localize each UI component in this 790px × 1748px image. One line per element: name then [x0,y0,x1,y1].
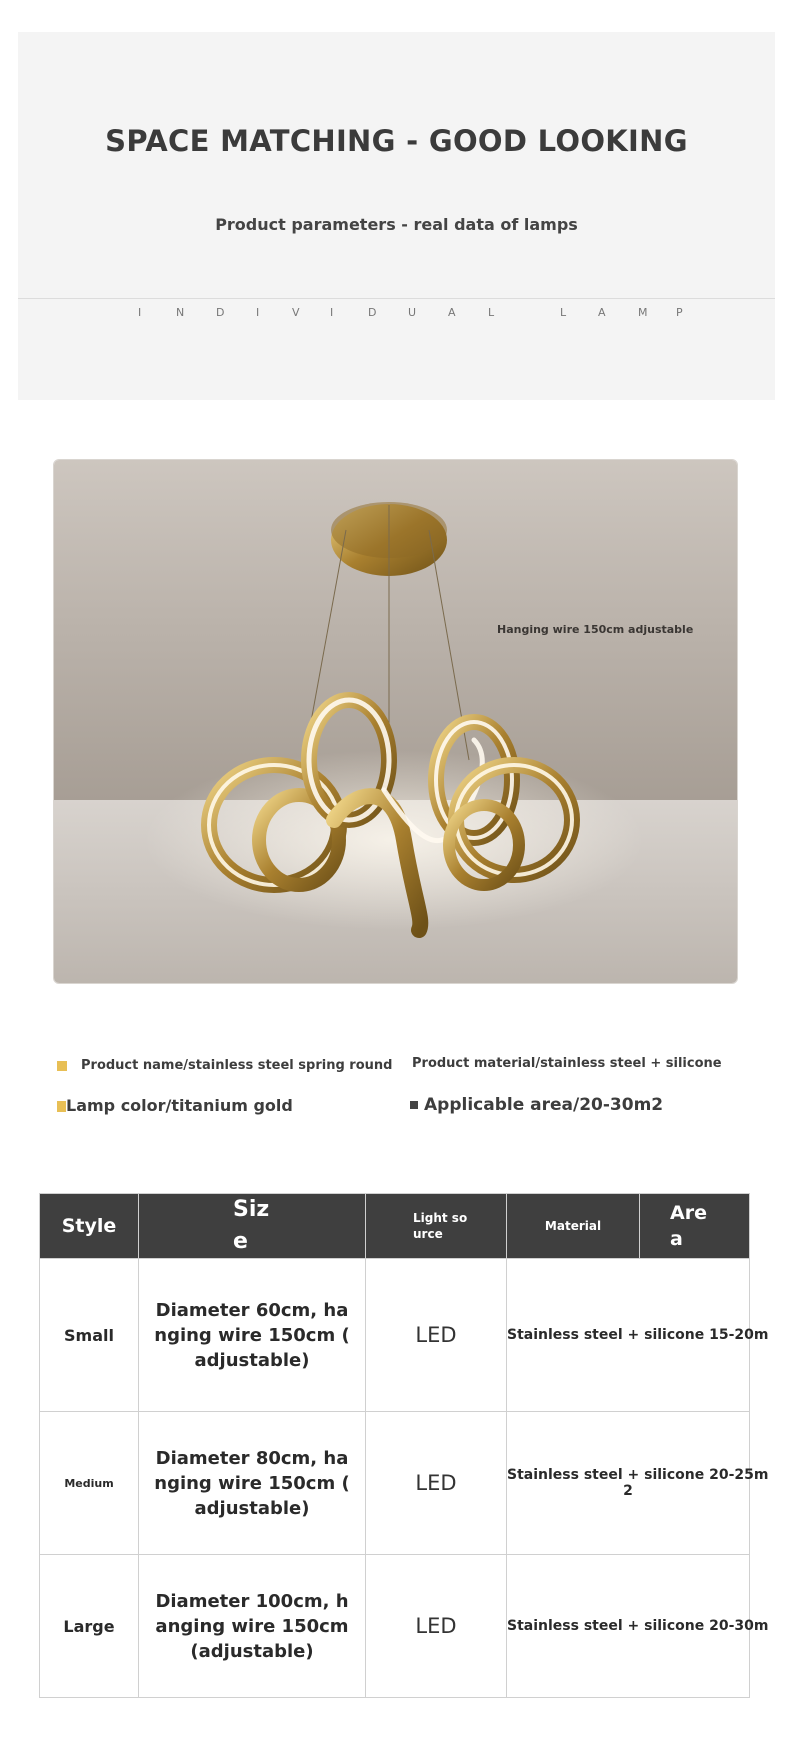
letter: I [256,306,260,319]
individual-lamp-letters [118,306,698,326]
cell-style: Large [40,1555,139,1698]
spec-lamp-color: Lamp color/titanium gold [57,1096,293,1115]
col-header-area: Are a [640,1194,750,1259]
col-header-light-source: Light so urce [366,1194,507,1259]
letter: V [292,306,300,319]
gold-bullet-icon [57,1101,66,1112]
letter: D [368,306,377,319]
parameters-table [39,1193,769,1698]
chandelier-illustration [54,460,737,983]
letter: M [638,306,648,319]
gold-bullet-icon [57,1061,67,1071]
cell-material-area: Stainless steel + silicone 20-30m [507,1555,750,1698]
page-subtitle: Product parameters - real data of lamps [215,215,578,234]
letter: P [676,306,683,319]
table-row [40,1555,750,1698]
cell-light-source: LED [366,1555,507,1698]
letter: I [138,306,142,319]
cell-style: Small [40,1259,139,1412]
square-bullet-icon [410,1101,418,1109]
table-header-row [40,1194,750,1259]
table-row [40,1259,750,1412]
letter: L [488,306,495,319]
cell-material-area: Stainless steel + silicone 20-25m 2 [507,1412,750,1555]
col-header-material: Material [507,1194,640,1259]
cell-size: Diameter 100cm, h anging wire 150cm (adjustable) [139,1555,366,1698]
table-row [40,1412,750,1555]
hanging-wire-caption: Hanging wire 150cm adjustable [497,623,694,636]
col-header-size: Siz e [139,1194,366,1259]
header-divider [18,298,775,299]
product-photo [53,459,738,984]
letter: N [176,306,185,319]
letter: A [598,306,606,319]
cell-light-source: LED [366,1259,507,1412]
col-header-style: Style [40,1194,139,1259]
spec-product-name: Product name/stainless steel spring round [57,1058,392,1073]
letter: A [448,306,456,319]
header-banner [18,32,775,400]
letter: D [216,306,225,319]
spec-product-material: Product material/stainless steel + silicone [412,1056,722,1071]
cell-style: Medium [40,1412,139,1555]
letter: I [330,306,334,319]
cell-size: Diameter 60cm, ha nging wire 150cm ( adjustable) [139,1259,366,1412]
cell-light-source: LED [366,1412,507,1555]
letter: L [560,306,567,319]
cell-size: Diameter 80cm, ha nging wire 150cm ( adjustable) [139,1412,366,1555]
page-title: SPACE MATCHING - GOOD LOOKING [105,124,688,158]
cell-material-area: Stainless steel + silicone 15-20m [507,1259,750,1412]
spec-applicable-area: Applicable area/20-30m2 [410,1095,663,1115]
letter: U [408,306,417,319]
